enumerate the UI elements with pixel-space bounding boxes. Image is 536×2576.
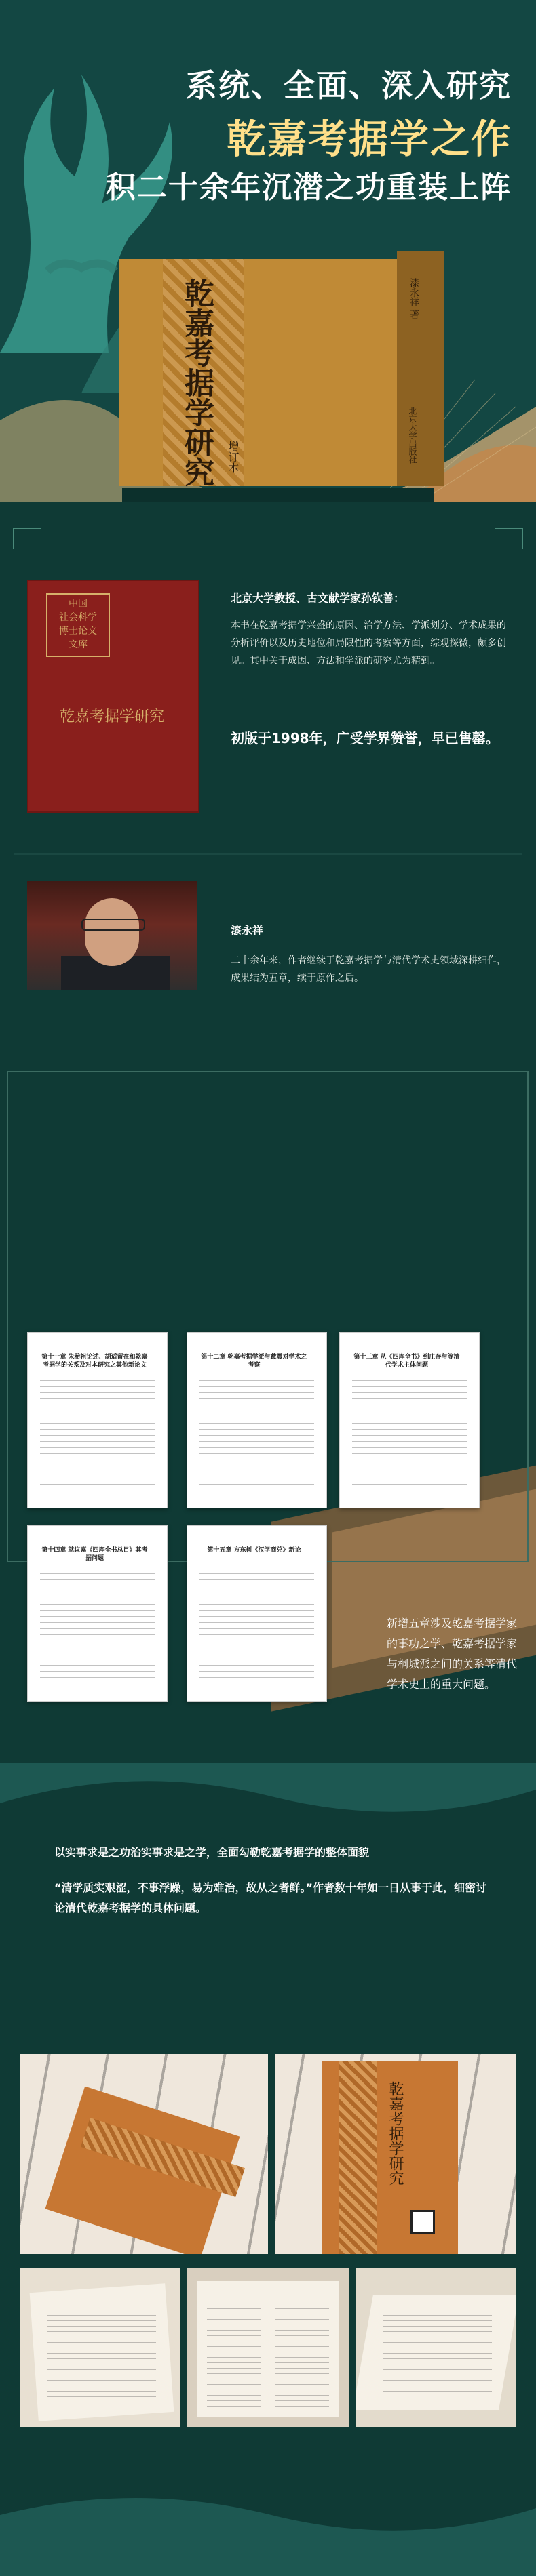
book-photo-2 [275, 2054, 516, 2254]
summary-section [0, 1763, 536, 2576]
book-author: 漆永祥 著 [408, 278, 419, 319]
reviewer-quote: 本书在乾嘉考据学兴盛的原因、治学方法、学派划分、学术成果的分析评价以及历史地位和局限性的考察等方面，综观探微，颇多创见。其中关于成因、方法和学派的研究尤为精到。 [231, 620, 506, 666]
reviewer-heading: 北京大学教授、古文献学家孙钦善： [231, 592, 405, 605]
summary-heading: 以实事求是之功治实事求是之学，全面勾勒乾嘉考据学的整体面貌 [54, 1846, 370, 1859]
first-edition-note: 初版于1998年，广受学界赞誉，早已售罄。 [231, 730, 499, 746]
author-description: 二十余年来，作者继续于乾嘉考据学与清代学术史领域深耕细作，成果结为五章，续于原作之后。 [231, 955, 506, 984]
book-photo-1 [20, 2054, 268, 2254]
hero-line-1: 系统、全面、深入研究 [186, 67, 512, 104]
book-edition: 增订本 [227, 441, 240, 473]
qr-code [410, 2210, 435, 2234]
book-photo-4 [187, 2268, 349, 2427]
summary-text: “清学质实艰涩，不事浮躁，易为难治，故从之者鲜。”作者数十年如一日从事于此，细密讨论清代乾嘉考据学的具体问题。 [54, 1881, 487, 1914]
first-edition-title: 乾嘉考据学研究 [59, 708, 164, 725]
author-photo [27, 881, 197, 990]
book-spine [397, 251, 444, 486]
sample-page-4: 第十四章 就议嘉《四库全书总目》其考据问题 [27, 1525, 168, 1702]
sample-page-1: 第十一章 朱希祖论述、胡适留在和乾嘉考据学的关系及对本研究之其他新论文 [27, 1332, 168, 1508]
hero-section [0, 0, 536, 502]
sample-page-5: 第十五章 方东树《汉学商兑》新论 [187, 1525, 327, 1702]
sample-pages-section [0, 1030, 536, 1763]
book-photo-5 [356, 2268, 516, 2427]
review-section [0, 502, 536, 1030]
book-photo-3 [20, 2268, 180, 2427]
hero-line-2: 乾嘉考据学之作 [226, 116, 512, 162]
new-chapters-caption: 新增五章涉及乾嘉考据学家的事功之学、乾嘉考据学家与桐城派之间的关系等清代学术史上的重大问题。 [387, 1617, 518, 1691]
sample-page-2: 第十二章 乾嘉考据学派与戴震对学术之考察 [187, 1332, 327, 1508]
hero-line-3: 积二十余年沉潜之功重装上阵 [106, 170, 512, 205]
book-photo-title: 乾嘉考据学研究 [387, 2081, 404, 2186]
sample-page-3: 第十三章 从《四库全书》到庄存与等清代学术主体问题 [339, 1332, 480, 1508]
book-publisher: 北京大学出版社 [408, 407, 417, 464]
author-name: 漆永祥 [231, 924, 264, 937]
book-title: 乾嘉考据学研究 [179, 278, 214, 487]
first-edition-series-label: 中国 社会科学 博士论文 文库 [46, 593, 110, 657]
book-cover [119, 259, 397, 486]
